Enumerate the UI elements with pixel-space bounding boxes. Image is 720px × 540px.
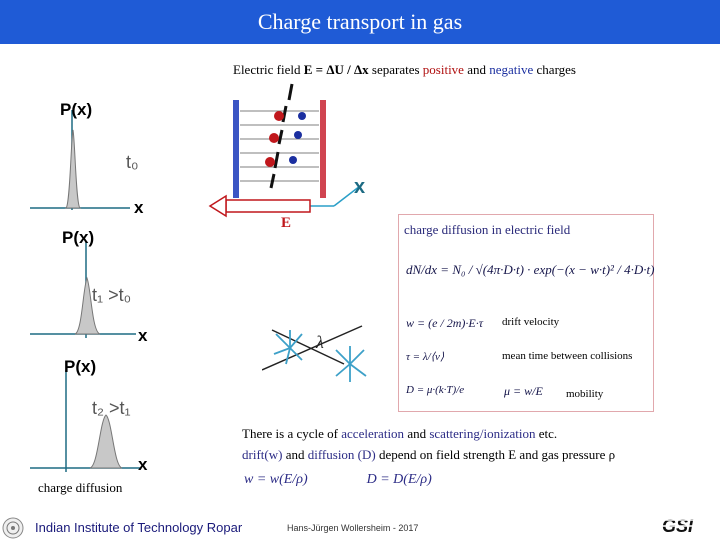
scatter-arrows-left [274, 330, 302, 364]
diffusion-coefficient-equation: D = μ·(k·T)/e [406, 384, 465, 396]
negative-word: negative [489, 62, 534, 77]
cycle-and: and [282, 447, 308, 462]
field-lines [240, 111, 319, 181]
negative-charge [294, 131, 302, 139]
field-x-label: x [354, 176, 366, 198]
tau-equation: τ = λ/⟨v⟩ [406, 351, 445, 363]
institute-name: Indian Institute of Technology Ropar [35, 520, 243, 535]
scattering-word: scattering/ionization [429, 426, 536, 441]
cycle-line-2 [242, 444, 615, 465]
acceleration-word: acceleration [341, 426, 405, 441]
scatter-arrows-right [336, 346, 366, 382]
subtitle-and: and [463, 62, 490, 77]
diffusion-formula-box [398, 214, 654, 412]
cycle-text [242, 423, 615, 465]
drift-velocity-label: drift velocity [502, 316, 560, 328]
cycle-text-c: and [404, 426, 430, 441]
field-formula: E = ΔU / Δx [303, 62, 369, 77]
dependency-formulas [244, 472, 432, 488]
scattering-diagram [262, 320, 382, 390]
mobility-label: mobility [566, 388, 604, 400]
diffusion-equation: dN/dx = N₀ / √(4π·D·t) · exp(−(x − w·t)² / 4·D·t) [406, 262, 655, 277]
positive-charge [269, 133, 279, 143]
plot2-y-label: P(x) [62, 228, 95, 247]
path-line [272, 330, 344, 364]
title-bar [0, 0, 720, 44]
plot2-time: t₁ >t₀ [92, 285, 132, 305]
positive-word: positive [422, 62, 464, 77]
drift-dependency: w = w(E/ρ) [244, 472, 308, 487]
slide-title: Charge transport in gas [257, 9, 463, 34]
wide-gaussian [90, 415, 122, 468]
positive-charge [265, 157, 275, 167]
charge-diffusion-label: charge diffusion [38, 480, 123, 495]
subtitle-mid: separates [368, 62, 423, 77]
negative-charge [289, 156, 297, 164]
plot2-x-label: x [138, 326, 148, 345]
distribution-plot-t0 [20, 100, 170, 220]
drift-word: drift(w) [242, 447, 283, 462]
lambda-symbol: λ [316, 332, 324, 352]
positive-charge [274, 111, 284, 121]
positive-electrode [320, 100, 326, 198]
field-e-label: E [281, 215, 292, 231]
cycle-line-1 [242, 423, 615, 444]
plot3-y-label: P(x) [64, 357, 97, 376]
plot1-y-label: P(x) [60, 100, 93, 119]
drift-equation: w = (e / 2m)·E·τ [406, 316, 484, 330]
author-credit: Hans-Jürgen Wollersheim - 2017 [287, 523, 419, 533]
narrow-gaussian [66, 130, 80, 208]
plot3-x-label: x [138, 455, 148, 474]
cycle-tail: depend on field strength E and gas pressure ρ [375, 447, 616, 462]
box-title: charge diffusion in electric field [404, 222, 571, 237]
subtitle-prefix: Electric field [233, 62, 304, 77]
field-arrow-body [226, 200, 310, 212]
field-arrow-head [210, 196, 226, 216]
cycle-text-e: etc. [535, 426, 558, 441]
plot3-time: t₂ >t₁ [92, 398, 131, 418]
negative-electrode [233, 100, 239, 198]
subtitle-suffix: charges [533, 62, 576, 77]
gsi-logo-text: GSI [662, 516, 694, 536]
iit-ropar-logo [2, 517, 24, 539]
collision-time-label: mean time between collisions [502, 350, 633, 362]
negative-charge [298, 112, 306, 120]
diffusion-word: diffusion (D) [307, 447, 376, 462]
gsi-logo [660, 514, 718, 536]
plot1-time: t₀ [126, 152, 139, 172]
mobility-equation: μ = w/E [504, 384, 543, 398]
cycle-text-a: There is a cycle of [242, 426, 342, 441]
plot1-x-label: x [134, 198, 144, 217]
subtitle [233, 62, 576, 78]
diffusion-dependency: D = D(E/ρ) [366, 472, 432, 487]
